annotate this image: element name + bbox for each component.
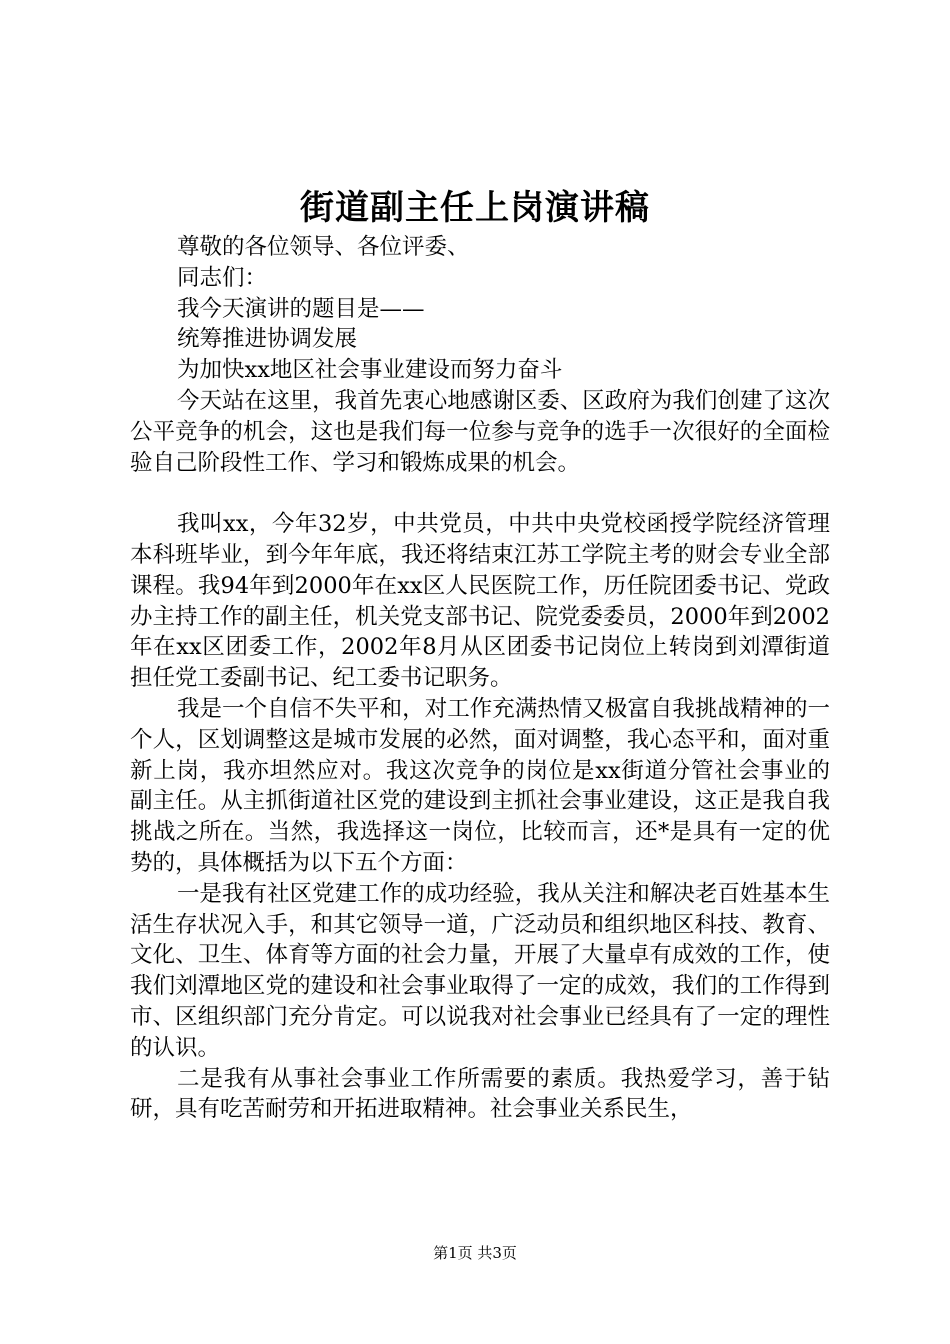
paragraph-advantage-one: 一是我有社区党建工作的成功经验，我从关注和解决老百姓基本生活生存状况入手，和其它领导一道，广泛动员和组织地区科技、教育、文化、卫生、体育等方面的社会力量，开展了大量卓有成效的工作，使我们刘潭地区党的建设和社会事业取得了一定的成效，我们的工作得到市、区组织部门充分肯定。可以说我对社会事业已经具有了一定的理性的认识。 xyxy=(130,880,830,1061)
paragraph-personality: 我是一个自信不失平和，对工作充满热情又极富自我挑战精神的一个人，区划调整这是城市发展的必然，面对调整，我心态平和，面对重新上岗，我亦坦然应对。我这次竞争的岗位是xx街道分管社会事业的副主任。从主抓街道社区党的建设到主抓社会事业建设，这正是我自我挑战之所在。当然，我选择这一岗位，比较而言，还*是具有一定的优势的，具体概括为以下五个方面： xyxy=(130,695,830,876)
salutation-line: 尊敬的各位领导、各位评委、 xyxy=(177,234,470,260)
page-number-footer: 第1页 共3页 xyxy=(433,1244,517,1262)
document-title: 街道副主任上岗演讲稿 xyxy=(300,188,650,228)
document-body xyxy=(130,232,830,1125)
speech-topic-intro: 我今天演讲的题目是—— xyxy=(177,295,425,322)
paragraph-advantage-two: 二是我有从事社会事业工作所需要的素质。我热爱学习，善于钻研，具有吃苦耐劳和开拓进取精神。社会事业关系民生， xyxy=(130,1065,830,1123)
salutation-comrades: 同志们： xyxy=(177,264,268,291)
speech-topic-line-2: 为加快xx地区社会事业建设而努力奋斗 xyxy=(177,357,563,384)
paragraph-thanks: 今天站在这里，我首先衷心地感谢区委、区政府为我们创建了这次公平竞争的机会，这也是我们每一位参与竞争的选手一次很好的全面检验自己阶段性工作、学习和锻炼成果的机会。 xyxy=(130,387,830,476)
speech-topic-line-1: 统筹推进协调发展 xyxy=(177,326,358,353)
paragraph-self-introduction: 我叫xx，今年32岁，中共党员，中共中央党校函授学院经济管理本科班毕业，到今年年底，我还将结束江苏工学院主考的财会专业全部课程。我94年到2000年在xx区人民医院工作，历任院团委书记、党政办主持工作的副主任，机关党支部书记、院党委委员，2000年到2002年在xx区团委工作，2002年8月从区团委书记岗位上转岗到刘潭街道担任党工委副书记、纪工委书记职务。 xyxy=(130,511,830,692)
paragraph-spacer xyxy=(130,478,830,509)
